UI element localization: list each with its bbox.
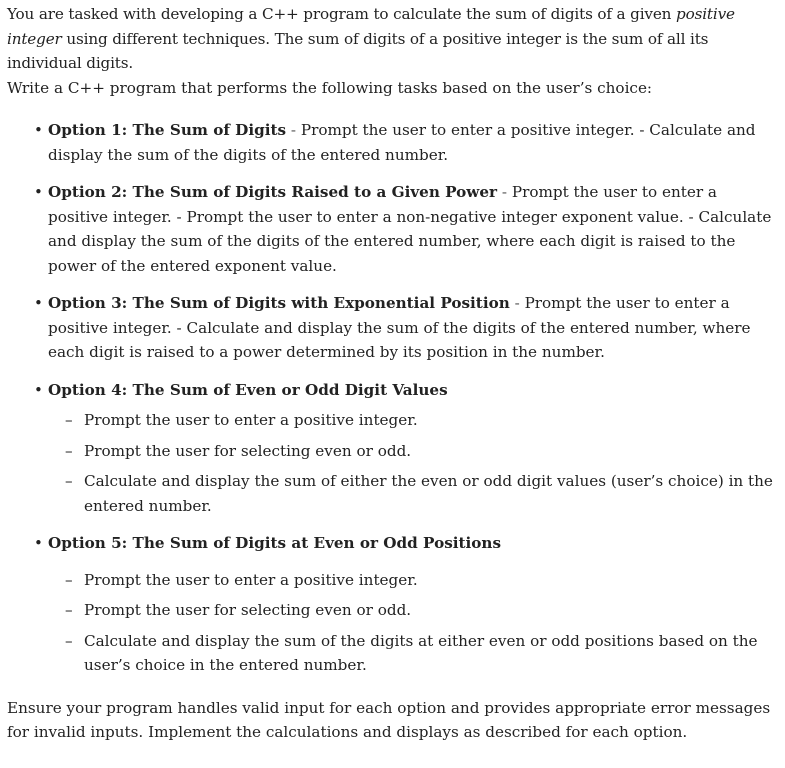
option-4-subitem-3 [48,469,775,518]
dash-icon: – [65,411,73,429]
intro-paragraph [7,2,775,76]
option-5-subitem-2-text: Prompt the user for selecting even or odd. [84,601,412,619]
option-1-text: Prompt the user to enter a positive integer. - Calculate and display the sum of the digits of the entered number. [48,121,756,164]
separator: - [286,121,301,139]
dash-icon: – [65,570,73,589]
separator: - [497,183,512,201]
options-list [7,118,775,678]
option-4-item [7,378,775,519]
option-3-item [7,291,775,365]
dash-icon: – [65,601,73,619]
option-1-title: Option 1: The Sum of Digits [48,121,287,139]
separator: - [509,294,525,312]
option-4-title: Option 4: The Sum of Even or Odd Digit Values [48,380,448,399]
option-5-item [7,531,775,678]
option-5-subitem-3 [48,629,775,678]
option-4-subitem-1 [48,408,775,433]
bullet-icon: • [34,121,43,139]
bullet-icon: • [34,534,43,552]
dash-icon: – [65,441,73,460]
option-5-sublist [48,568,775,678]
bullet-icon: • [34,380,43,399]
intro-text-1: You are tasked with developing a C++ program to calculate the sum of digits of a given [7,5,676,23]
option-5-subitem-3-text: Calculate and display the sum of the digits at either even or odd positions based on the user’s choice in the entered number. [84,631,758,674]
intro-italic-text: positive integer [7,5,735,48]
option-5-subitem-1-text: Prompt the user to enter a positive integer. [84,570,418,589]
option-2-item [7,180,775,278]
option-4-subitem-1-text: Prompt the user to enter a positive integer. [84,411,418,429]
option-5-title: Option 5: The Sum of Digits at Even or Odd Positions [48,534,502,552]
intro-text-2: using different techniques. The sum of digits of a positive integer is the sum of all its individual digits. [7,29,709,72]
option-1-item [7,118,775,167]
option-2-text: Prompt the user to enter a positive integer. - Prompt the user to enter a non-negative integer exponent value. - Calculate and display the sum of the digits of the entered number, where each digit is raised to the power of the entered exponent value. [48,183,772,275]
option-4-subitem-3-text: Calculate and display the sum of either the even or odd digit values (user’s choice) in the entered number. [84,472,773,515]
option-3-title: Option 3: The Sum of Digits with Exponential Position [48,294,510,312]
task-statement: Write a C++ program that performs the following tasks based on the user’s choice: [7,78,653,97]
option-3-text: Prompt the user to enter a positive integer. - Calculate and display the sum of the digits of the entered number, where each digit is raised to a power determined by its position in the number. [48,294,751,361]
bullet-icon: • [34,294,43,312]
option-4-subitem-2 [48,439,775,464]
option-2-title: Option 2: The Sum of Digits Raised to a Given Power [48,183,498,201]
option-4-subitem-2-text: Prompt the user for selecting even or odd. [84,441,412,460]
dash-icon: – [65,631,73,650]
option-5-subitem-2 [48,598,775,623]
bullet-icon: • [34,183,43,201]
closing-paragraph: Ensure your program handles valid input for each option and provides appropriate error messages for invalid inputs. Implement the calculations and displays as described for each option. [7,698,771,741]
dash-icon: – [65,472,73,490]
option-5-subitem-1 [48,568,775,593]
option-4-sublist [48,408,775,518]
